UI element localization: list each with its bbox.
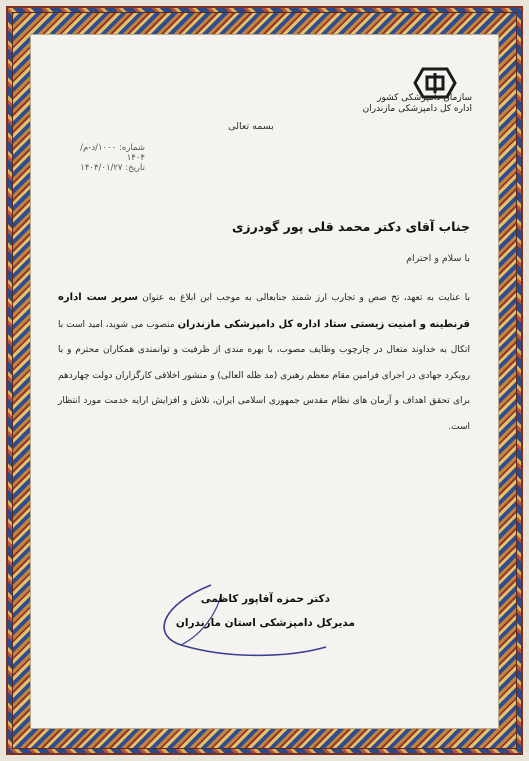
letter-paper xyxy=(30,34,499,729)
letter-body xyxy=(58,285,470,440)
basmala: بسمه تعالی xyxy=(228,121,274,132)
org-line-1: سازمان دامپزشکی کشور xyxy=(377,93,472,103)
signatory-name: دکتر حمزه آقاپور کاظمی xyxy=(200,593,330,605)
letter-number: شماره: ۱۰۰۰/د-م/۱۴۰۴ xyxy=(80,143,145,163)
body-intro: با عنایت به تعهد، تخ صص و تجارب ارز شمند جنابعالی به موجب این ابلاغ به عنوان xyxy=(142,293,470,303)
letter-date: تاریخ: ۱۴۰۴/۰۱/۲۷ xyxy=(80,163,145,173)
signatory-title: مدیرکل دامپزشکی استان مازندران xyxy=(175,617,355,629)
greeting: با سلام و احترام xyxy=(406,253,470,264)
body-continuation: منصوب می شوید، امید است با اتکال به خداوند متعال در چارچوب وظایف مصوب، با بهره مندی از ظرفیت و توانمندی همکاران محترم و با رویکرد جهادی در اجرای فرامین مقام معظم رهبری (مد ظله العالی) و منشور اخلاقی کارگزاران دولت چهاردهم برای تحقق اهداف و آرمان های نظام مقدس جمهوری اسلامی ایران، تلاش و افزایش ارایه خدمت مورد انتظار است. xyxy=(58,319,470,432)
organization-name xyxy=(362,93,472,115)
body-appointment-title: سرپر ست اداره قرنطینه و امنیت زیستی ستاد اداره کل دامپزشکی مازندران xyxy=(58,292,470,330)
addressee: جناب آقای دکتر محمد قلی پور گودرزی xyxy=(231,219,470,234)
org-line-2: اداره کل دامپزشکی مازندران xyxy=(362,104,472,114)
